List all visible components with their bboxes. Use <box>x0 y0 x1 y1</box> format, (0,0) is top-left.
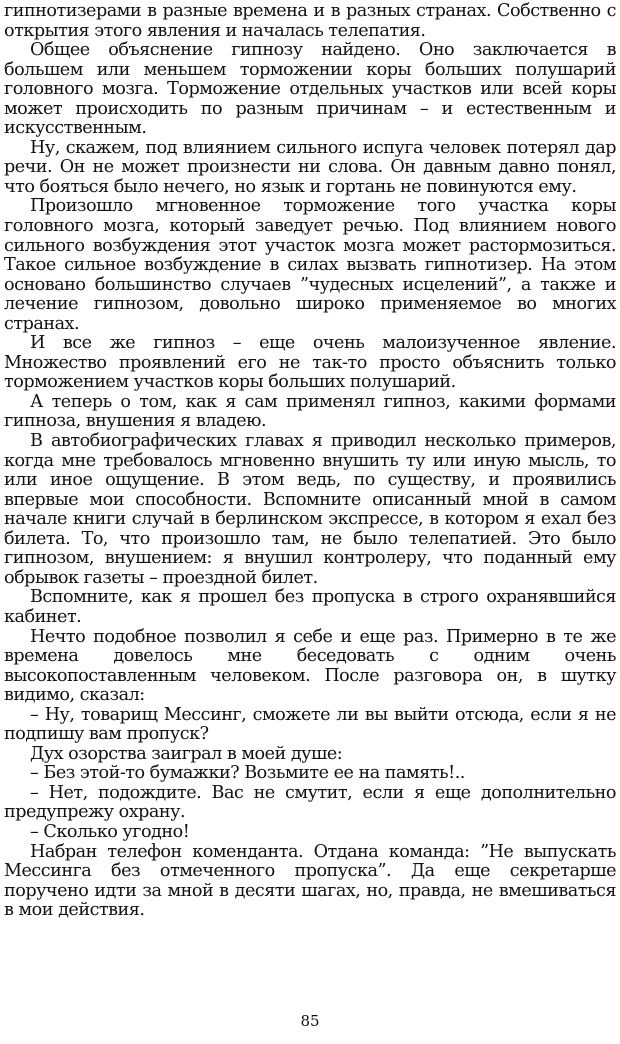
paragraph: – Ну, товарищ Мессинг, сможете ли вы выйти отсюда, если я не подпишу вам пропуск? <box>4 704 616 745</box>
paragraph: В автобиографических главах я приводил несколько примеров, когда мне требовалось мгновенно внушить ту или иную мысль, то или иное ощущение. В этом ведь, по существу, и проявились впервые мои способности. Вспомните описанный мной в самом начале книги случай в берлинском экспрессе, в котором я ехал без билета. То, что произошло там, не было телепатией. Это было гипнозом, внушением: я внушил контролеру, что поданный ему обрывок газеты – проездной билет. <box>4 431 616 588</box>
paragraph: Нечто подобное позволил я себе и еще раз. Примерно в те же времена довелось мне беседовать с одним очень высокопоставленным человеком. После разговора он, в шутку видимо, сказал: <box>4 626 616 706</box>
paragraph: – Без этой-то бумажки? Возьмите ее на память!.. <box>30 763 465 784</box>
paragraph: – Сколько угодно! <box>30 821 190 842</box>
paragraph: Набран телефон коменданта. Отдана команда: ”Не выпускать Мессинга без отмеченного пропуска”. Да еще секретарше поручено идти за мной в десяти шагах, но, правда, не вмешиваться в мои действия. <box>4 841 616 921</box>
paragraph: Дух озорства заиграл в моей душе: <box>30 743 343 764</box>
paragraph: И все же гипноз – еще очень малоизученное явление. Множество проявлений его не так-то просто объяснить только торможением участков коры больших полушарий. <box>4 333 616 393</box>
paragraph: Произошло мгновенное торможение того участка коры головного мозга, который заведует речью. Под влиянием нового сильного возбуждения этот участок мозга может растормозиться. Такое сильное возбуждение в силах вызвать гипнотизер. На этом основано большинство случаев ”чудесных исцелений”, а также и лечение гипнозом, довольно широко применяемое во многих странах. <box>4 196 616 334</box>
paragraph: гипнотизерами в разные времена и в разных странах. Собственно с открытия этого явления и началась телепатия. <box>4 1 616 41</box>
paragraph: А теперь о том, как я сам применял гипноз, какими формами гипноза, внушения я владею. <box>4 391 616 432</box>
paragraph: – Нет, подождите. Вас не смутит, если я еще дополнительно предупрежу охрану. <box>4 782 616 823</box>
body-text <box>4 2 616 921</box>
book-page <box>4 0 616 1044</box>
page-number: 85 <box>300 1012 320 1030</box>
paragraph: Общее объяснение гипнозу найдено. Оно заключается в большем или меньшем торможении коры больших полушарий головного мозга. Торможение отдельных участков или всей коры может происходить по разным причинам – и естественным и искусственным. <box>4 40 616 139</box>
paragraph: Вспомните, как я прошел без пропуска в строго охранявшийся кабинет. <box>4 587 616 627</box>
paragraph: Ну, скажем, под влиянием сильного испуга человек потерял дар речи. Он не может произнести ни слова. Он давным давно понял, что бояться было нечего, но язык и гортань не повинуются ему. <box>4 137 616 197</box>
